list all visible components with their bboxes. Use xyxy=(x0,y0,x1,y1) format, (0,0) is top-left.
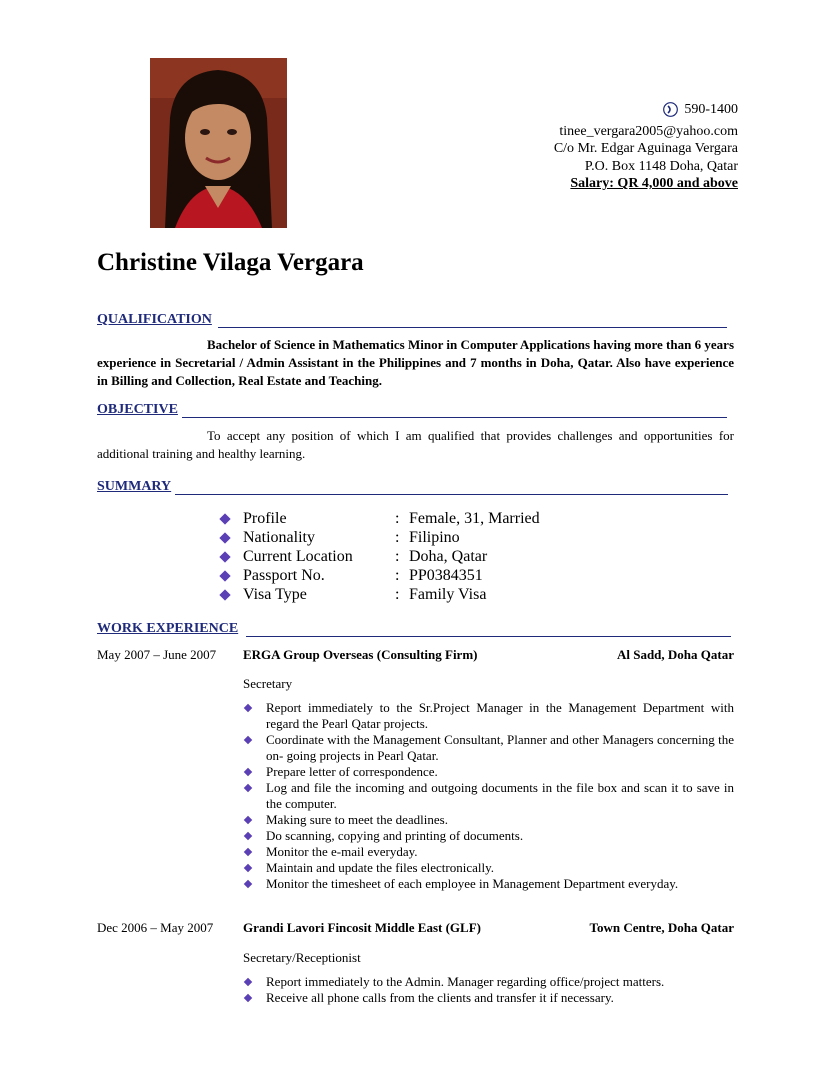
duty-item: Maintain and update the files electronically. xyxy=(243,860,734,876)
section-rule xyxy=(175,494,728,495)
section-title-work-experience: WORK EXPERIENCE xyxy=(97,621,239,636)
summary-colon: : xyxy=(395,567,400,584)
phone-icon xyxy=(663,102,678,117)
diamond-bullet-icon xyxy=(244,994,252,1002)
section-title-objective: OBJECTIVE xyxy=(97,402,178,417)
diamond-bullet-icon xyxy=(244,864,252,872)
summary-value: Doha, Qatar xyxy=(409,548,488,565)
job-title: Secretary xyxy=(243,676,293,691)
diamond-bullet-icon xyxy=(244,848,252,856)
duty-item: Report immediately to the Admin. Manager regarding office/project matters. xyxy=(243,974,734,990)
diamond-bullet-icon xyxy=(219,532,230,543)
profile-photo xyxy=(150,58,287,228)
duty-item: Prepare letter of correspondence. xyxy=(243,764,734,780)
job-duties xyxy=(243,700,734,892)
duty-item: Report immediately to the Sr.Project Manager in the Management Department with regard the Pearl Qatar projects. xyxy=(243,700,734,732)
care-of: C/o Mr. Edgar Aguinaga Vergara xyxy=(553,141,738,157)
job-title: Secretary/Receptionist xyxy=(243,950,361,965)
section-title-summary: SUMMARY xyxy=(97,479,172,494)
diamond-bullet-icon xyxy=(244,880,252,888)
summary-label: Current Location xyxy=(243,548,353,565)
summary-label: Profile xyxy=(243,510,287,527)
job-location: Al Sadd, Doha Qatar xyxy=(616,647,734,662)
summary-row xyxy=(218,509,540,528)
duty-item: Log and file the incoming and outgoing documents in the file box and scan it to save in the computer. xyxy=(243,780,734,812)
section-rule xyxy=(182,417,727,418)
salary: Salary: QR 4,000 and above xyxy=(570,176,738,192)
diamond-bullet-icon xyxy=(244,704,252,712)
duty-item: Receive all phone calls from the clients and transfer it if necessary. xyxy=(243,990,734,1006)
objective-text: To accept any position of which I am qualified that provides challenges and opportunities for additional training and healthy learning. xyxy=(97,428,734,461)
summary-row xyxy=(218,528,540,547)
summary-value: Female, 31, Married xyxy=(409,510,540,527)
duty-item: Do scanning, copying and printing of documents. xyxy=(243,828,734,844)
job-company: ERGA Group Overseas (Consulting Firm) xyxy=(243,647,478,662)
section-rule xyxy=(218,327,727,328)
diamond-bullet-icon xyxy=(244,768,252,776)
diamond-bullet-icon xyxy=(244,816,252,824)
duty-item: Coordinate with the Management Consultant, Planner and other Managers concerning the on- going projects in Pearl Qatar. xyxy=(243,732,734,764)
diamond-bullet-icon xyxy=(219,551,230,562)
section-title-qualification: QUALIFICATION xyxy=(97,312,212,327)
qualification-text: Bachelor of Science in Mathematics Minor in Computer Applications having more than 6 years experience in Secretarial / Admin Assistant in the Philippines and 7 months in Doha, Qatar. Also have experience in Billing and Collection, Real Estate and Teaching. xyxy=(97,337,734,388)
summary-colon: : xyxy=(395,510,400,527)
duty-item: Monitor the timesheet of each employee in Management Department everyday. xyxy=(243,876,734,892)
diamond-bullet-icon xyxy=(244,784,252,792)
candidate-name: Christine Vilaga Vergara xyxy=(97,249,364,276)
po-box: P.O. Box 1148 Doha, Qatar xyxy=(584,158,738,174)
summary-colon: : xyxy=(395,586,400,603)
summary-row xyxy=(218,547,540,566)
diamond-bullet-icon xyxy=(219,570,230,581)
summary-row xyxy=(218,585,540,604)
summary-value: Filipino xyxy=(409,529,460,546)
summary-list xyxy=(218,509,540,604)
job-dates: Dec 2006 – May 2007 xyxy=(97,920,214,935)
duty-item: Monitor the e-mail everyday. xyxy=(243,844,734,860)
diamond-bullet-icon xyxy=(244,736,252,744)
summary-label: Passport No. xyxy=(243,567,325,584)
summary-colon: : xyxy=(395,529,400,546)
job-duties xyxy=(243,974,734,1006)
diamond-bullet-icon xyxy=(244,978,252,986)
job-company: Grandi Lavori Fincosit Middle East (GLF) xyxy=(243,920,481,935)
diamond-bullet-icon xyxy=(219,589,230,600)
email-address: tinee_vergara2005@yahoo.com xyxy=(559,123,738,139)
summary-row xyxy=(218,566,540,585)
diamond-bullet-icon xyxy=(244,832,252,840)
summary-colon: : xyxy=(395,548,400,565)
summary-label: Nationality xyxy=(243,529,315,546)
phone-number: 590-1400 xyxy=(684,102,738,117)
summary-value: Family Visa xyxy=(409,586,487,603)
duty-item: Making sure to meet the deadlines. xyxy=(243,812,734,828)
summary-value: PP0384351 xyxy=(409,567,483,584)
summary-label: Visa Type xyxy=(243,586,307,603)
contact-block xyxy=(554,101,738,193)
job-location: Town Centre, Doha Qatar xyxy=(589,920,734,935)
section-rule xyxy=(246,636,731,637)
job-dates: May 2007 – June 2007 xyxy=(97,647,217,662)
diamond-bullet-icon xyxy=(219,513,230,524)
